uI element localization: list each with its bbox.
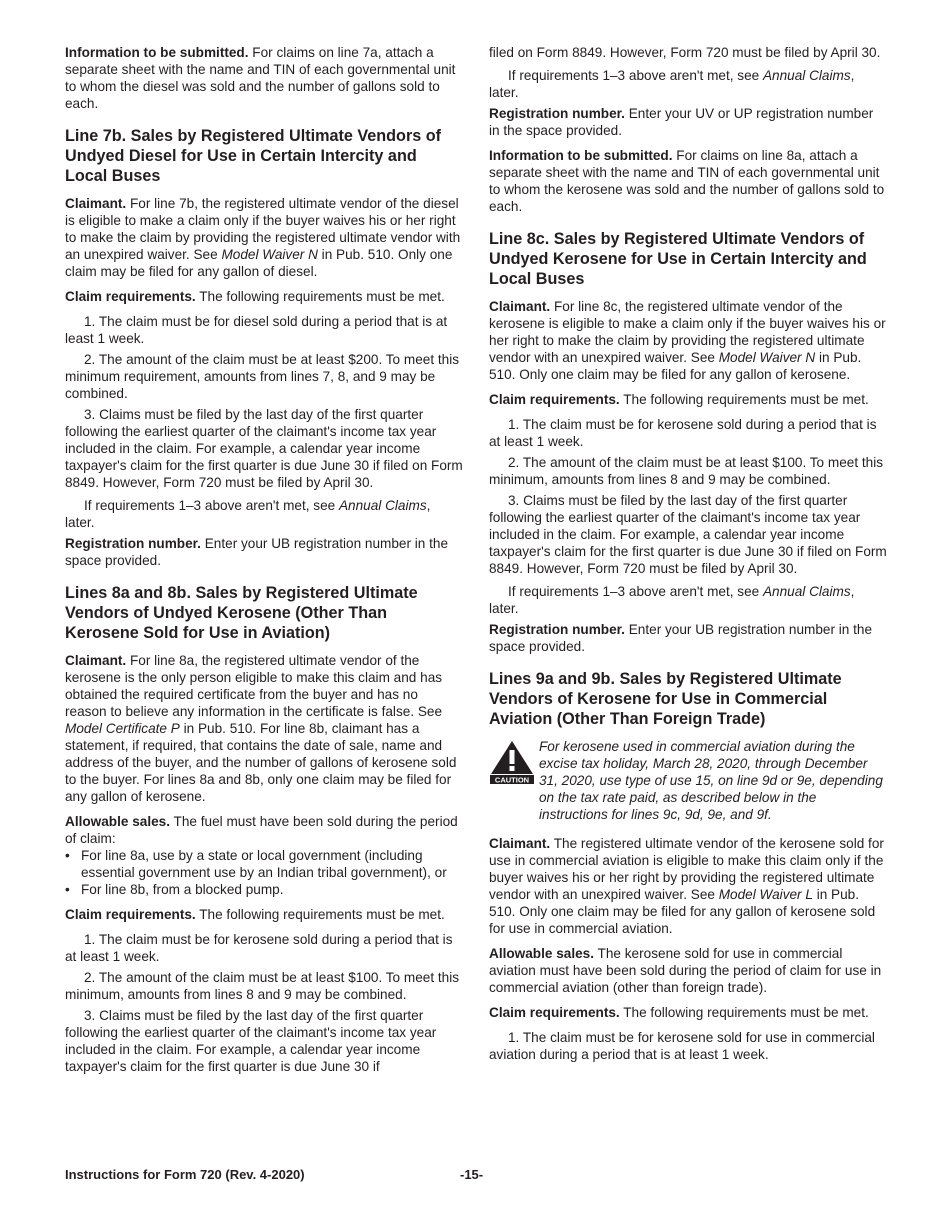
right-column [489, 44, 887, 1067]
caution-box [489, 738, 887, 823]
requirement-1: 1. The claim must be for kerosene sold during a period that is at least 1 week. [489, 417, 877, 449]
claim-requirements-8: Claim requirements. The following requirements must be met. [65, 907, 445, 922]
continued-text: filed on Form 8849. However, Form 720 must be filed by April 30. [489, 45, 881, 60]
page-number: -15- [460, 1167, 484, 1182]
annual-claims-note: If requirements 1–3 above aren't met, see Annual Claims, later. [65, 498, 431, 530]
heading-line-7b: Line 7b. Sales by Registered Ultimate Vendors of Undyed Diesel for Use in Certain Intercity and Local Buses [65, 127, 442, 185]
claimant-8c: Claimant. For line 8c, the registered ultimate vendor of the kerosene is eligible to make a claim only if the buyer waives his or her right to make the claim by providing the registered ultimate vendor with an unexpired waiver. See Model Waiver N in Pub. 510. Only one claim may be filed for any gallon of kerosene. [489, 299, 886, 382]
heading-lines-9a-9b: Lines 9a and 9b. Sales by Registered Ultimate Vendors of Kerosene for Use in Commercial Aviation (Other Than Foreign Trade) [489, 670, 842, 728]
requirement-3: 3. Claims must be filed by the last day of the first quarter following the earliest quarter of the claimant's income tax year included in the claim. For example, a calendar year income taxpayer's claim for the first quarter is due June 30 if [65, 1008, 437, 1074]
caution-icon [489, 738, 539, 823]
heading-lines-8a-8b: Lines 8a and 8b. Sales by Registered Ultimate Vendors of Undyed Kerosene (Other Than Kerosene Sold for Use in Aviation) [65, 584, 418, 642]
allowable-sales-list [65, 847, 463, 898]
bullet-icon: • [65, 882, 70, 897]
annual-claims-note: If requirements 1–3 above aren't met, see Annual Claims, later. [489, 68, 855, 100]
form-title: Instructions for Form 720 (Rev. 4-2020) [65, 1167, 305, 1182]
annual-claims-note: If requirements 1–3 above aren't met, see Annual Claims, later. [489, 584, 855, 616]
svg-text:CAUTION: CAUTION [494, 775, 530, 784]
requirement-1: 1. The claim must be for kerosene sold for use in commercial aviation during a period that is at least 1 week. [489, 1030, 875, 1062]
registration-number-8: Registration number. Enter your UV or UP registration number in the space provided. [489, 106, 874, 138]
registration-number-7b: Registration number. Enter your UB registration number in the space provided. [65, 536, 449, 568]
left-column [65, 44, 463, 1079]
claimant-7b: Claimant. For line 7b, the registered ultimate vendor of the diesel is eligible to make a claim only if the buyer waives his or her right to make the claim by providing the registered ultimate vendor with an unexpired waiver. See Model Waiver N in Pub. 510. Only one claim may be filed for any gallon of diesel. [65, 196, 461, 279]
requirement-1: 1. The claim must be for diesel sold during a period that is at least 1 week. [65, 314, 448, 346]
caution-text: For kerosene used in commercial aviation during the excise tax holiday, March 28, 2020, through December 31, 2020, use type of use 15, on line 9d or 9e, depending on the tax rate paid, as described below in the instructions for lines 9c, 9d, 9e, and 9f. [539, 739, 883, 822]
requirement-2: 2. The amount of the claim must be at least $100. To meet this minimum, amounts from lines 8 and 9 may be combined. [489, 455, 884, 487]
list-item: • For line 8a, use by a state or local government (including essential government use by an Indian tribal government), or [65, 848, 447, 880]
claimant-9: Claimant. The registered ultimate vendor of the kerosene sold for use in commercial aviation is eligible to make this claim only if the buyer waives his or her right by providing the registered ultimate vendor with an unexpired waiver. See Model Waiver L in Pub. 510. Only one claim may be filed for any gallon of kerosene sold for use in commercial aviation. [489, 836, 884, 936]
registration-number-8c: Registration number. Enter your UB registration number in the space provided. [489, 622, 873, 654]
claim-requirements-8c: Claim requirements. The following requirements must be met. [489, 392, 869, 407]
requirement-2: 2. The amount of the claim must be at least $200. To meet this minimum requirement, amounts from lines 7, 8, and 9 may be combined. [65, 352, 460, 401]
requirement-3: 3. Claims must be filed by the last day of the first quarter following the earliest quarter of the claimant's income tax year included in the claim. For example, a calendar year income taxpayer's claim for the first quarter is due June 30 if filed on Form 8849. However, Form 720 must be filed by April 30. [489, 493, 887, 576]
allowable-sales-8: Allowable sales. The fuel must have been sold during the period of claim: [65, 814, 458, 846]
info-submitted-8a: Information to be submitted. For claims on line 8a, attach a separate sheet with the name and TIN of each governmental unit to whom the kerosene was sold and the number of gallons sold to each. [489, 148, 885, 214]
requirement-2: 2. The amount of the claim must be at least $100. To meet this minimum, amounts from lines 8 and 9 may be combined. [65, 970, 460, 1002]
list-item: • For line 8b, from a blocked pump. [65, 882, 284, 897]
info-submitted-7a: Information to be submitted. For claims on line 7a, attach a separate sheet with the name and TIN of each governmental unit to whom the diesel was sold and the number of gallons sold to each. [65, 45, 456, 111]
allowable-sales-9: Allowable sales. The kerosene sold for use in commercial aviation must have been sold during the period of claim for use in commercial aviation (other than foreign trade). [489, 946, 882, 995]
requirement-1: 1. The claim must be for kerosene sold during a period that is at least 1 week. [65, 932, 453, 964]
bullet-icon: • [65, 848, 70, 863]
requirement-3: 3. Claims must be filed by the last day of the first quarter following the earliest quarter of the claimant's income tax year included in the claim. For example, a calendar year income taxpayer's claim for the first quarter is due June 30 if filed on Form 8849. However, Form 720 must be filed by April 30. [65, 407, 463, 490]
claim-requirements-9: Claim requirements. The following requirements must be met. [489, 1005, 869, 1020]
claim-requirements-7b: Claim requirements. The following requirements must be met. [65, 289, 445, 304]
claimant-8a-8b: Claimant. For line 8a, the registered ultimate vendor of the kerosene is the only person eligible to make this claim and has obtained the required certificate from the buyer and has no reason to believe any information in the certificate is false. See Model Certificate P in Pub. 510. For line 8b, claimant has a statement, if required, that contains the date of sale, name and address of the buyer, and the number of gallons of kerosene sold to the buyer. For lines 8a and 8b, only one claim may be filed for any gallon of kerosene. [65, 653, 457, 804]
heading-line-8c: Line 8c. Sales by Registered Ultimate Vendors of Undyed Kerosene for Use in Certain Intercity and Local Buses [489, 230, 867, 288]
